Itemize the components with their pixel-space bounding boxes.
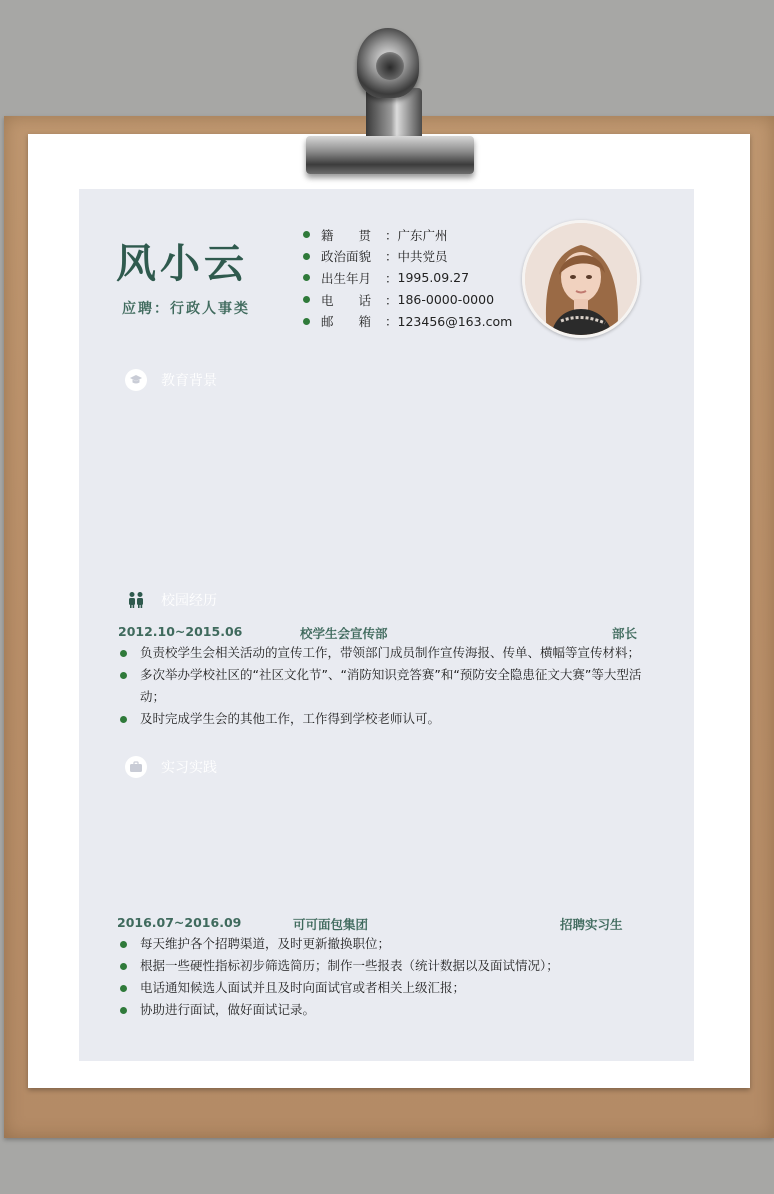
graduation-cap-icon <box>125 369 147 391</box>
people-icon <box>125 589 147 611</box>
info-label: 出生年月 <box>321 270 372 286</box>
personal-info-list <box>303 224 512 332</box>
info-email <box>303 310 512 332</box>
info-phone <box>303 289 512 311</box>
list-item: 多次举办学校社区的“社区文化节”、“消防知识竞答赛”和“预防安全隐患征文大赛”等大型活动； <box>118 664 658 708</box>
list-item: 负责校学生会相关活动的宣传工作，带领部门成员制作宣传海报、传单、横幅等宣传材料； <box>118 642 658 664</box>
campus-entry-list <box>118 642 658 730</box>
clip-base <box>306 136 474 174</box>
portrait-illustration <box>525 223 637 335</box>
info-value: 1995.09.27 <box>397 270 470 286</box>
info-hometown <box>303 224 512 246</box>
entry-date: 2016.07~2016.09 <box>117 915 242 930</box>
entry-role: 部长 <box>612 626 638 641</box>
section-title: 教育背景 <box>161 373 217 389</box>
list-item: 及时完成学生会的其他工作，工作得到学校老师认可。 <box>118 708 658 730</box>
info-value: 186-0000-0000 <box>397 292 495 308</box>
info-separator: ： <box>385 249 398 265</box>
info-separator: ： <box>385 314 398 330</box>
entry-role: 招聘实习生 <box>560 917 623 932</box>
list-item: 根据一些硬性指标初步筛选简历；制作一些报表（统计数据以及面试情况）； <box>118 955 658 977</box>
info-value: 广东广州 <box>397 227 448 243</box>
section-campus <box>125 589 217 611</box>
entry-organization: 可可面包集团 <box>293 917 369 932</box>
list-item: 每天维护各个招聘渠道，及时更新撤换职位； <box>118 933 658 955</box>
clip-hole <box>376 52 404 80</box>
info-separator: ： <box>385 227 398 243</box>
applied-position: 应聘：行政人事类 <box>122 301 250 317</box>
briefcase-icon <box>125 756 147 778</box>
info-label: 籍 贯 <box>321 227 372 243</box>
section-education <box>125 369 217 391</box>
bullet-dot <box>303 318 310 325</box>
info-value: 中共党员 <box>397 249 448 265</box>
info-label: 邮 箱 <box>321 314 372 330</box>
section-title: 校园经历 <box>161 593 217 609</box>
info-political-status <box>303 246 512 268</box>
info-separator: ： <box>385 270 398 286</box>
list-item: 电话通知候选人面试并且及时向面试官或者相关上级汇报； <box>118 977 658 999</box>
bullet-dot <box>303 274 310 281</box>
section-internship <box>125 756 217 778</box>
candidate-name: 风小云 <box>116 240 248 287</box>
bullet-dot <box>303 253 310 260</box>
info-value: 123456@163.com <box>397 313 513 329</box>
entry-organization: 校学生会宣传部 <box>300 626 388 641</box>
section-title: 实习实践 <box>161 760 217 776</box>
info-separator: ： <box>385 292 398 308</box>
profile-photo <box>522 220 640 338</box>
bullet-dot <box>303 231 310 238</box>
bullet-dot <box>303 296 310 303</box>
info-birthdate <box>303 267 512 289</box>
list-item: 协助进行面试，做好面试记录。 <box>118 999 658 1021</box>
internship-entry-list <box>118 933 658 1021</box>
entry-date: 2012.10~2015.06 <box>118 624 243 639</box>
info-label: 电 话 <box>321 292 372 308</box>
info-label: 政治面貌 <box>321 249 372 265</box>
